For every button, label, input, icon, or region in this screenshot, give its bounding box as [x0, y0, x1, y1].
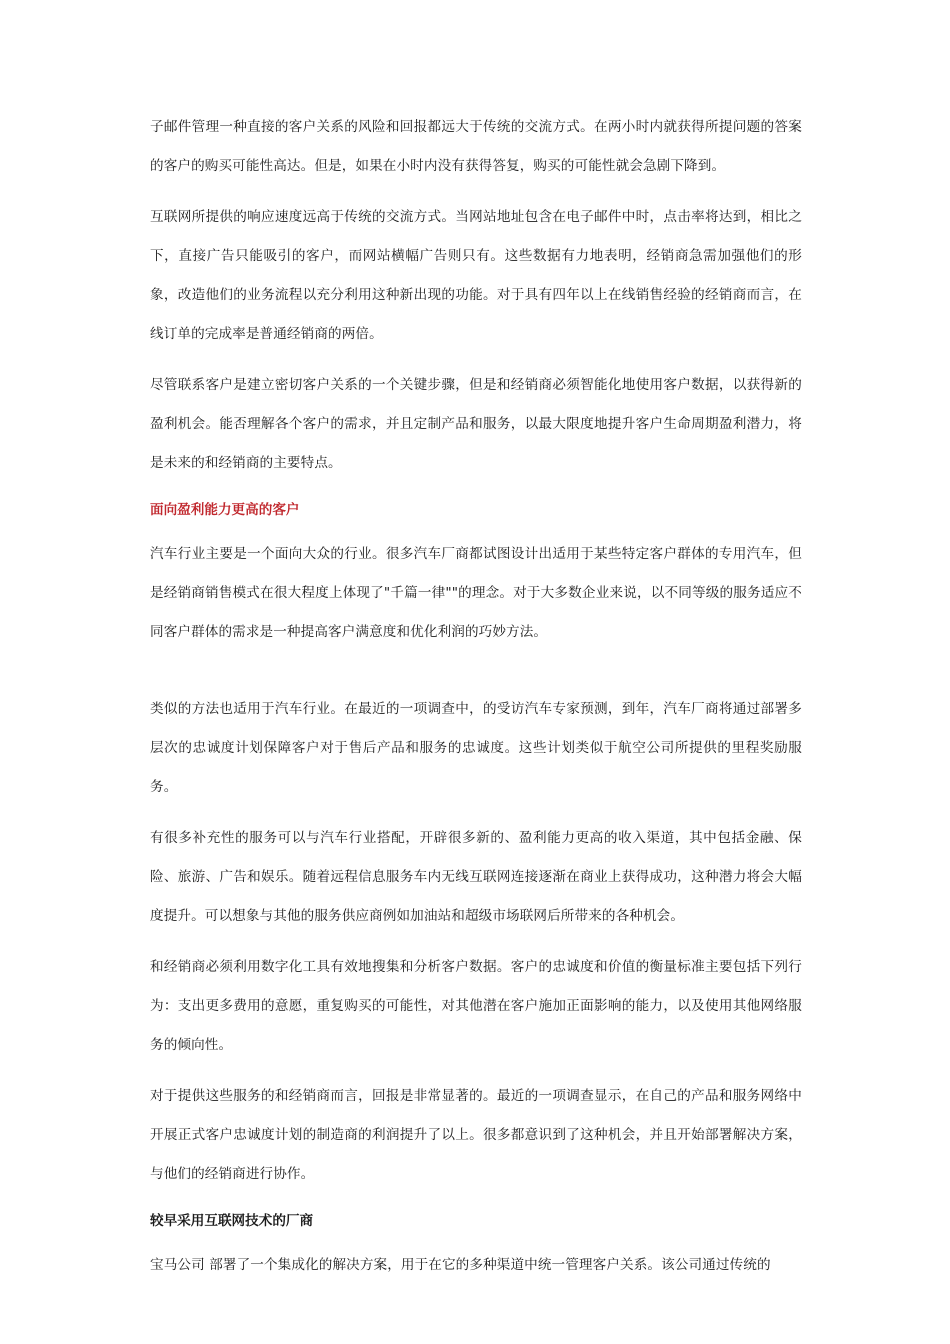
section-heading-early-adopters: 较早采用互联网技术的厂商	[150, 1213, 314, 1229]
paragraph-customer-data: 尽管联系客户是建立密切客户关系的一个关键步骤，但是和经销商必须智能化地使用客户数据，以获得新的盈利机会。能否理解各个客户的需求，并且定制产品和服务，以最大限度地提升客户生命周期盈利潜力，将是未来的和经销商的主要特点。	[150, 377, 802, 471]
section-heading-profitable-customers: 面向盈利能力更高的客户	[150, 502, 300, 518]
paragraph-email-response: 子邮件管理一种直接的客户关系的风险和回报都远大于传统的交流方式。在两小时内就获得所提问题的答案的客户的购买可能性高达。但是，如果在小时内没有获得答复，购买的可能性就会急剧下降到。	[150, 119, 802, 174]
document-page	[150, 108, 802, 1297]
paragraph-auto-industry: 汽车行业主要是一个面向大众的行业。很多汽车厂商都试图设计出适用于某些特定客户群体的专用汽车，但是经销商销售模式在很大程度上体现了"千篇一律""的理念。对于大多数企业来说，以不同等级的服务适应不同客户群体的需求是一种提高客户满意度和优化利润的巧妙方法。	[150, 546, 802, 640]
paragraph-internet-speed: 互联网所提供的响应速度远高于传统的交流方式。当网站地址包含在电子邮件中时，点击率将达到，相比之下，直接广告只能吸引的客户，而网站横幅广告则只有。这些数据有力地表明，经销商急需加强他们的形象，改造他们的业务流程以充分利用这种新出现的功能。对于具有四年以上在线销售经验的经销商而言，在线订单的完成率是普通经销商的两倍。	[150, 209, 802, 342]
paragraph-returns: 对于提供这些服务的和经销商而言，回报是非常显著的。最近的一项调查显示，在自己的产品和服务网络中开展正式客户忠诚度计划的制造商的利润提升了以上。很多都意识到了这种机会，并且开始部署解决方案，与他们的经销商进行协作。	[150, 1088, 802, 1182]
paragraph-loyalty-programs: 类似的方法也适用于汽车行业。在最近的一项调查中，的受访汽车专家预测，到年，汽车厂商将通过部署多层次的忠诚度计划保障客户对于售后产品和服务的忠诚度。这些计划类似于航空公司所提供的里程奖励服务。	[150, 701, 802, 795]
paragraph-spacer	[150, 664, 802, 690]
paragraph-bmw: 宝马公司 部署了一个集成化的解决方案，用于在它的多种渠道中统一管理客户关系。该公司通过传统的	[150, 1257, 771, 1273]
paragraph-complementary-services: 有很多补充性的服务可以与汽车行业搭配，开辟很多新的、盈利能力更高的收入渠道，其中包括金融、保险、旅游、广告和娱乐。随着远程信息服务车内无线互联网连接逐渐在商业上获得成功，这种潜力将会大幅度提升。可以想象与其他的服务供应商例如加油站和超级市场联网后所带来的各种机会。	[150, 830, 802, 924]
paragraph-digital-tools: 和经销商必须利用数字化工具有效地搜集和分析客户数据。客户的忠诚度和价值的衡量标准主要包括下列行为：支出更多费用的意愿，重复购买的可能性，对其他潜在客户施加正面影响的能力，以及使用其他网络服务的倾向性。	[150, 959, 802, 1053]
